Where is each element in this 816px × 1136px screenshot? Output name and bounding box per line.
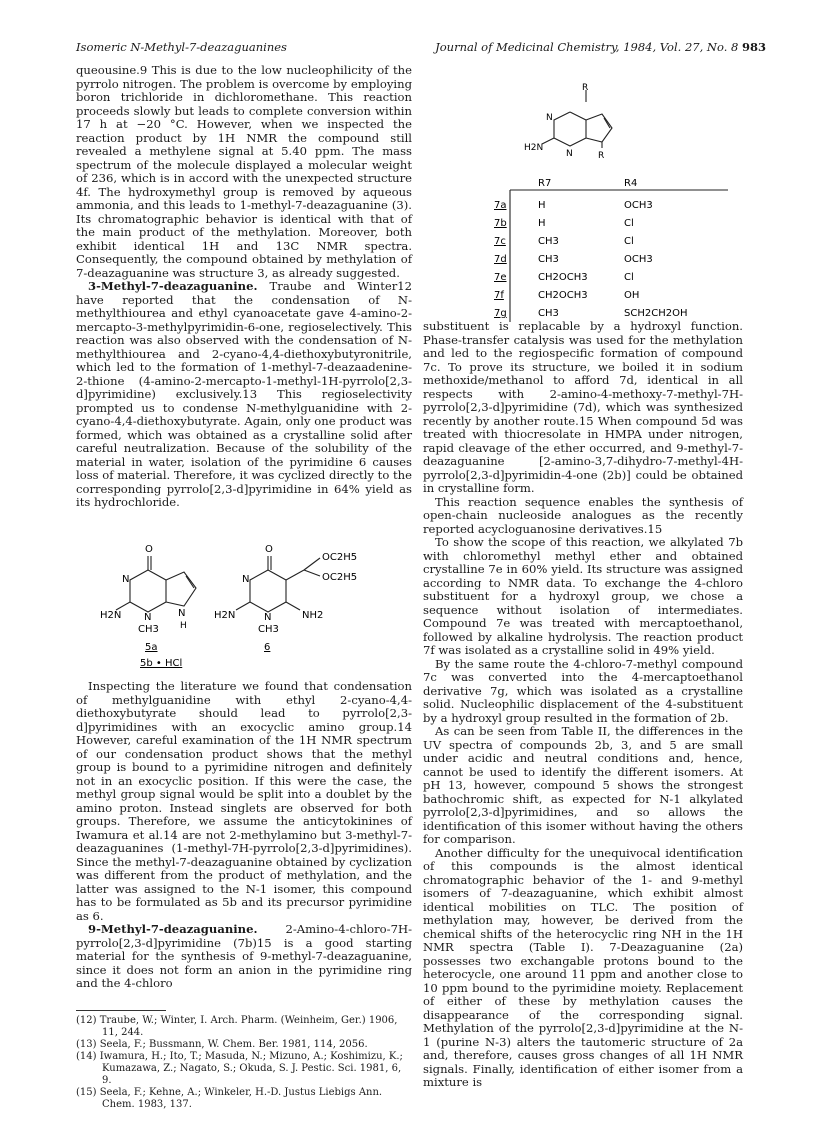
structures-5-and-6 [100,540,400,670]
paragraph: To show the scope of this reaction, we alkylated 7b with chloromethyl methyl ether and obtained crystalline 7e in 60% yield. Its structure was assigned according to NMR data. To exchange the 4-chloro substituent for a hydroxyl group, we chose a sequence without isolation of intermediates. Compound 7e was treated with mercaptoethanol, followed by alkaline hydrolysis. The reaction product 7f was isolated as a crystalline solid in 49% yield. [423,535,743,657]
table-cell-compound: 7f [494,290,504,301]
paragraph: As can be seen from Table II, the differences in the UV spectra of compounds 2b, 3, and 5 are small under acidic and neutral conditions and, hence, cannot be used to identify the different isomers. At pH 13, however, compound 5 shows the strongest bathochromic shift, as expected for N-1 alkylated pyrrolo[2,3-d]pyrimidines, and so allows the identification of this isomer without having the others for comparison. [423,724,743,846]
table-cell-r4: OCH3 [624,254,653,265]
table-cell-r4: Cl [624,218,634,229]
paragraph: queousine.9 This is due to the low nucleophilicity of the pyrrolo nitrogen. The problem is overcome by employing boron trichloride in dichloromethane. This reaction proceeds slowly but leads to complete conversion within 17 h at −20 °C. However, when we inspected the reaction product by 1H NMR the compound still revealed a methylene signal at 5.40 ppm. The mass spectrum of the molecule displayed a molecular weight of 236, which is in accord with the unexpected structure 4f. The hydroxymethyl group is removed by aqueous ammonia, and this leads to 1-methyl-7-deazaguanine (3). Its chromatographic behavior is identical with that of the main product of the methylation. Moreover, both exhibit identical 1H and 13C NMR spectra. Consequently, the compound obtained by methylation of 7-deazaguanine was structure 3, as already suggested. [76,63,412,280]
compound-label-6: 6 [264,642,271,653]
atom-n: N [178,608,186,619]
atom-h2n: H2N [100,610,122,621]
atom-ch3: CH3 [138,624,159,635]
table-cell-r4: OH [624,290,640,301]
atom-ch3: CH3 [258,624,279,635]
atom-n: N [122,574,130,585]
reference-item: (13) Seela, F.; Bussmann, W. Chem. Ber. 1981, 114, 2056. [76,1039,368,1050]
paragraph [76,923,412,991]
reference-item: (15) Seela, F.; Kehne, A.; Winkeler, H.-D. Justus Liebigs Ann. Chem. 1983, 137. [76,1087,383,1110]
compound-label-5b: 5b • HCl [140,658,183,669]
running-title: Isomeric N-Methyl-7-deazaguanines [76,40,287,54]
atom-n: N [264,612,272,623]
paragraph: substituent is replacable by a hydroxyl function. Phase-transfer catalysis was used for the methylation and led to the regiospecific formation of compound 7c. To prove its structure, we boiled it in sodium methoxide/methanol to afford 7d, identical in all respects with 2-amino-4-methoxy-7-methyl-7H-pyrrolo[2,3-d]pyrimidine (7d), which was synthesized recently by another route.15 When compound 5d was treated with thiocresolate in HMPA under nitrogen, rapid cleavage of the ether occurred, and 9-methyl-7-deazaguanine [2-amino-3,7-dihydro-7-methyl-4H-pyrrolo[2,3-d]pyrimidin-4-one (2b)] could be obtained in crystalline form. [423,319,743,495]
paragraph [76,280,412,510]
compound-label-5a: 5a [145,642,158,653]
table-cell-r7: CH3 [538,308,559,319]
paragraph: Another difficulty for the unequivocal identification of this compounds is the almost identical chromatographic behavior of the 1- and 9-methyl isomers of 7-deazaguanine, which exhibit almost identical mobilities on TLC. The position of methylation may, however, be derived from the chemical shifts of the heterocyclic ring NH in the 1H NMR spectra (Table I). 7-Deazaguanine (2a) possesses two exchangable protons bound to the heterocycle, one around 11 ppm and another close to 10 ppm bound to the pyrimidine moiety. Replacement of either of these by methylation causes the disappearance of the corresponding signal. Methylation of the pyrrolo[2,3-d]pyrimidine at the N-1 (purine N-3) alters the tautomeric structure of 2a and, therefore, causes gross changes of all 1H NMR signals. Finally, identification of either isomer from a mixture is [423,845,743,1089]
paragraph-text: Traube and Winter12 have reported that the condensation of N-methylthiourea and ethyl cyanoacetate gave 4-amino-2-mercapto-3-methylpyrimidin-6-one, regioselectively. This reaction was also observed with the condensation of N-methylthiourea and 2-cyano-4,4-diethoxybutyronitrile, which led to the formation of 1-methyl-7-deazaadenine-2-thione (4-amino-2-mercapto-1-methyl-1H-pyrrolo[2,3-d]pyrimidine) exclusively.13 This regioselectivity prompted us to condense N-methylguanidine with 2-cyano-4,4-diethoxybutyrate. Again, only one product was formed, which was obtained as a crystalline solid after careful neutralization. Because of the solubility of the material in water, isolation of the pyrimidine 6 causes loss of material. Therefore, it was cyclized directly to the corresponding pyrrolo[2,3-d]pyrimidine in 64% yield as its hydrochloride. [76,279,413,509]
table-cell-r4: Cl [624,236,634,247]
table-cell-compound: 7d [494,254,507,265]
table-cell-r7: CH2OCH3 [538,272,588,283]
atom-n: N [566,149,573,159]
paragraph-text: 2-Amino-4-chloro-7H-pyrrolo[2,3-d]pyrimidine (7b)15 is a good starting material for the synthesis of 9-methyl-7-deazaguanine, since it does not form an anion in the pyrimidine ring and the 4-chloro [76,922,412,990]
reference-item: (14) Iwamura, H.; Ito, T.; Masuda, N.; Mizuno, A.; Koshimizu, K.; Kumazawa, Z.; Nagato, S.; Okuda, S. J. Pestic. Sci. 1981, 6, 9. [76,1051,403,1086]
table-cell-r4: Cl [624,272,634,283]
table-cell-r7: H [538,218,546,229]
table-cell-compound: 7c [494,236,506,247]
paragraph: Inspecting the literature we found that condensation of methylguanidine with ethyl 2-cyano-4,4-diethoxybutyrate should lead to pyrrolo[2,3-d]pyrimidines with an exocyclic amino group.14 However, careful examination of the 1H NMR spectrum of our condensation product shows that the methyl group is bound to a pyrimidine nitrogen and definitely not in an exocyclic position. If this were the case, the methyl group signal would be split into a doublet by the amino proton. Instead singlets are observed for both groups. Therefore, we assume the anticytokinines of Iwamura et al.14 are not 2-methylamino but 3-methyl-7-deazaguanines (1-methyl-7H-pyrrolo[2,3-d]pyrimidines). Since the methyl-7-deazaguanine obtained by cyclization was different from the product of methylation, and the latter was assigned to the N-1 isomer, this compound has to be formulated as 5b and its precursor pyrimidine as 6. [76,679,412,923]
table-cell-r7: H [538,200,546,211]
atom-r: R [582,83,589,93]
table-cell-compound: 7e [494,272,507,283]
journal-header [435,40,766,54]
atom-oc2h5: OC2H5 [322,552,358,563]
left-column-continued [76,680,412,991]
atom-h2n: H2N [214,610,236,621]
paragraph: This reaction sequence enables the synthesis of open-chain nucleoside analogues as the recently reported acycloguanosine derivatives.15 [423,494,743,536]
atom-h: H [180,621,187,631]
atom-h2n: H2N [524,143,544,153]
atom-r: R [598,151,605,161]
paragraph: By the same route the 4-chloro-7-methyl compound 7c was converted into the 4-mercaptoethanol derivative 7g, which was isolated as a crystalline solid. Nucleophilic displacement of the 4-substituent by a hydroxyl group resulted in the formation of 2b. [423,656,743,725]
table-cell-compound: 7a [494,200,507,211]
journal-citation: Journal of Medicinal Chemistry, 1984, Vol. 27, No. 8 [435,40,739,54]
table-header-r4: R4 [624,178,638,189]
atom-o: O [145,544,153,555]
left-column [76,64,412,510]
atom-n: N [144,612,152,623]
page-number: 983 [741,40,766,54]
table-cell-r7: CH3 [538,254,559,265]
table-cell-r4: SCH2CH2OH [624,308,688,319]
atom-o: O [265,544,273,555]
atom-nh2: NH2 [302,610,324,621]
structure-7-table [494,83,738,322]
section-heading: 3-Methyl-7-deazaguanine. [88,279,258,293]
table-cell-r7: CH2OCH3 [538,290,588,301]
table-cell-r7: CH3 [538,236,559,247]
footnote-rule [76,1010,166,1011]
section-heading: 9-Methyl-7-deazaguanine. [88,922,258,936]
atom-n: N [242,574,250,585]
reference-item: (12) Traube, W.; Winter, I. Arch. Pharm. (Weinheim, Ger.) 1906, 11, 244. [76,1015,398,1038]
table-header-r7: R7 [538,178,552,189]
table-cell-r4: OCH3 [624,200,653,211]
table-cell-compound: 7b [494,218,507,229]
right-column [423,320,743,1090]
atom-oc2h5: OC2H5 [322,572,358,583]
atom-n: N [546,113,553,123]
table-cell-compound: 7g [494,308,507,319]
references [76,1010,412,1111]
